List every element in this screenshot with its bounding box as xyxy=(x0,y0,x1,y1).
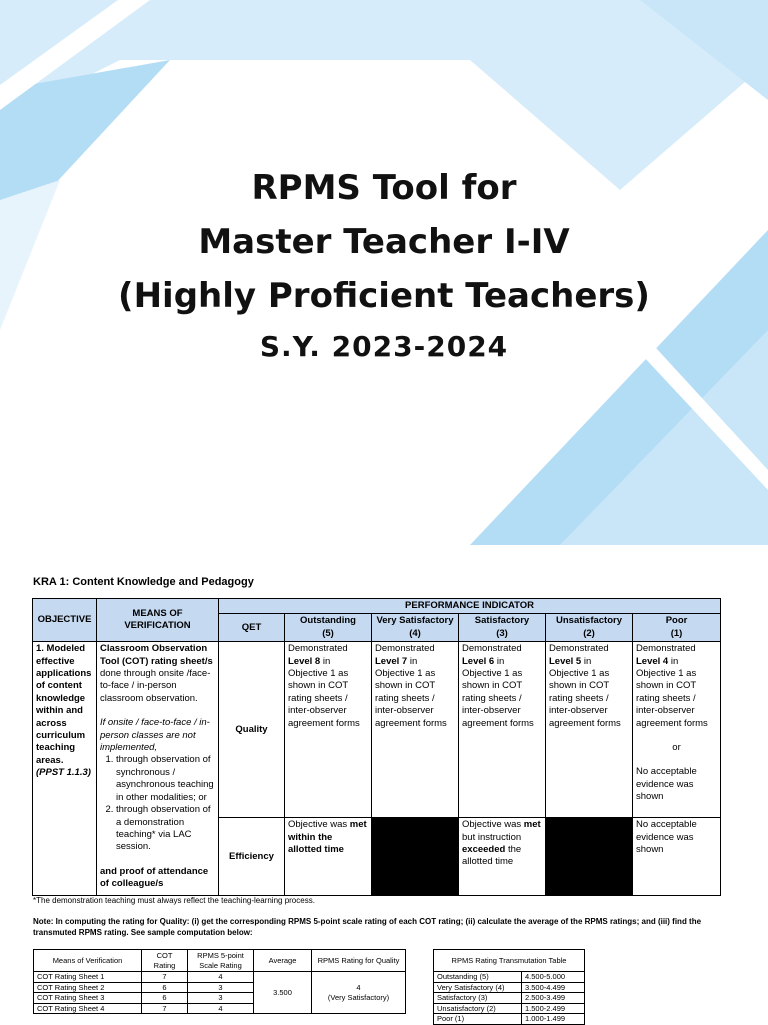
header-qet: QET xyxy=(219,614,285,642)
header-satisfactory xyxy=(459,614,546,642)
quality-very-satisfactory xyxy=(372,642,459,818)
objective-ppst-ref: (PPST 1.1.3) xyxy=(36,767,91,779)
transmutation-table xyxy=(433,949,585,1025)
sample-computation-table xyxy=(33,949,406,1014)
unsatisfactory-number: (2) xyxy=(583,627,595,639)
satisfactory-number: (3) xyxy=(496,627,508,639)
header-unsatisfactory xyxy=(546,614,633,642)
e5-prefix: Objective was xyxy=(288,819,350,831)
q1-or: or xyxy=(672,742,681,754)
sample-row-cot: 6 xyxy=(142,993,188,1004)
q2-prefix: Demonstrated xyxy=(549,643,609,655)
unsatisfactory-label: Unsatisfactory xyxy=(556,615,622,627)
sample-row-cot: 6 xyxy=(142,982,188,993)
sample-row-rpms: 3 xyxy=(188,982,254,993)
poor-label: Poor xyxy=(665,615,688,627)
efficiency-poor: No acceptable evidence was shown xyxy=(633,818,721,896)
mov-if-not-implemented: If onsite / face-to-face / in-person classes are not implemented, xyxy=(100,717,210,754)
q1-suffix: in Objective 1 as shown in COT rating sheets / inter-observer agreement forms xyxy=(636,655,708,729)
q4-level: Level 7 xyxy=(375,655,408,667)
quality-satisfactory xyxy=(459,642,546,818)
transmutation-range: 1.500-2.499 xyxy=(522,1003,585,1014)
transmutation-label: Satisfactory (3) xyxy=(434,993,522,1004)
e5-bold: met within the allotted time xyxy=(288,819,367,856)
cover-school-year: S.Y. 2023-2024 xyxy=(259,330,509,363)
q5-prefix: Demonstrated xyxy=(288,643,348,655)
sample-row-cot: 7 xyxy=(142,1003,188,1014)
e3-suffix: the allotted time xyxy=(462,844,522,868)
q4-suffix: in Objective 1 as shown in COT rating sheets / inter-observer agreement forms xyxy=(375,655,447,729)
efficiency-satisfactory xyxy=(459,818,546,896)
mov-proof-attendance: and proof of attendance of colleague/s xyxy=(100,865,209,890)
header-poor xyxy=(633,614,721,642)
e3-prefix: Objective was xyxy=(462,819,524,831)
computation-note: Note: In computing the rating for Quality: (i) get the corresponding RPMS 5-point scale rating of each COT rating; (ii) calculate the average of the RPMS ratings; and (iii) find the transmuted RPMS rating. See sample computation below: xyxy=(33,917,702,937)
transmutation-range: 4.500-5.000 xyxy=(522,972,585,983)
transmutation-label: Poor (1) xyxy=(434,1014,522,1025)
q3-suffix: in Objective 1 as shown in COT rating sheets / inter-observer agreement forms xyxy=(462,655,534,729)
qet-quality: Quality xyxy=(219,642,285,818)
sample-row-mov: COT Rating Sheet 1 xyxy=(34,972,142,983)
sample-average: 3.500 xyxy=(254,972,312,1014)
e3-middle: but instruction xyxy=(462,831,522,843)
cover-title-line-2: Master Teacher I-IV xyxy=(198,222,570,262)
kra-heading: KRA 1: Content Knowledge and Pedagogy xyxy=(33,576,254,588)
sample-header-cot: COT Rating xyxy=(142,950,188,972)
transmutation-label: Unsatisfactory (2) xyxy=(434,1003,522,1014)
sample-row-mov: COT Rating Sheet 3 xyxy=(34,993,142,1004)
sample-row-cot: 7 xyxy=(142,972,188,983)
mov-onsite-text: done through onsite /face-to-face / in-person classroom observation. xyxy=(100,668,211,704)
header-performance-indicator: PERFORMANCE INDICATOR xyxy=(219,599,721,614)
outstanding-number: (5) xyxy=(322,627,334,639)
document-page xyxy=(0,545,768,1024)
transmutation-label: Outstanding (5) xyxy=(434,972,522,983)
means-of-verification-cell xyxy=(97,642,219,896)
q4-prefix: Demonstrated xyxy=(375,643,435,655)
q5-level: Level 8 xyxy=(288,655,321,667)
sample-header-rpms: RPMS 5-point Scale Rating xyxy=(188,950,254,972)
performance-table xyxy=(32,598,721,896)
q1-no-evidence: No acceptable evidence was shown xyxy=(636,766,697,803)
transmutation-title: RPMS Rating Transmutation Table xyxy=(434,950,585,972)
outstanding-label: Outstanding xyxy=(300,615,356,627)
sample-row-mov: COT Rating Sheet 4 xyxy=(34,1003,142,1014)
quality-outstanding xyxy=(285,642,372,818)
sample-quality-value: 4 xyxy=(356,983,361,992)
efficiency-unsatisfactory-blank xyxy=(546,818,633,896)
sample-quality-label: (Very Satisfactory) xyxy=(327,992,390,1002)
transmutation-label: Very Satisfactory (4) xyxy=(434,982,522,993)
q3-prefix: Demonstrated xyxy=(462,643,522,655)
q1-prefix: Demonstrated xyxy=(636,643,696,655)
transmutation-range: 3.500-4.499 xyxy=(522,982,585,993)
objective-cell xyxy=(33,642,97,896)
sample-header-quality: RPMS Rating for Quality xyxy=(312,950,406,972)
qet-efficiency: Efficiency xyxy=(219,818,285,896)
q1-level: Level 4 xyxy=(636,655,669,667)
q5-suffix: in Objective 1 as shown in COT rating sheets / inter-observer agreement forms xyxy=(288,655,360,729)
e3-met: met xyxy=(523,819,541,831)
mov-option-2: 2. through observation of a demonstration teaching* via LAC session. xyxy=(116,804,215,854)
sample-row-rpms: 4 xyxy=(188,972,254,983)
poor-number: (1) xyxy=(670,627,683,639)
cover-title-line-3: (Highly Proficient Teachers) xyxy=(118,276,650,316)
sample-row-rpms: 3 xyxy=(188,993,254,1004)
header-outstanding xyxy=(285,614,372,642)
footnote: *The demonstration teaching must always reflect the teaching-learning process. xyxy=(33,896,315,905)
cover-title-line-1: RPMS Tool for xyxy=(251,168,517,208)
header-very-satisfactory xyxy=(372,614,459,642)
header-means-of-verification: MEANS OF VERIFICATION xyxy=(97,599,219,642)
quality-unsatisfactory xyxy=(546,642,633,818)
efficiency-very-satisfactory-blank xyxy=(372,818,459,896)
q2-suffix: in Objective 1 as shown in COT rating sheets / inter-observer agreement forms xyxy=(549,655,621,729)
quality-poor xyxy=(633,642,721,818)
objective-text: 1. Modeled effective applications of content knowledge within and across curriculum teaching areas. xyxy=(36,643,92,766)
mov-option-1: 1. through observation of synchronous / asynchronous teaching in other modalities; or xyxy=(116,754,215,804)
header-objective: OBJECTIVE xyxy=(33,599,97,642)
transmutation-range: 1.000-1.499 xyxy=(522,1014,585,1025)
q2-level: Level 5 xyxy=(549,655,582,667)
mov-cot-sheets: Classroom Observation Tool (COT) rating sheet/s xyxy=(100,643,213,667)
efficiency-outstanding xyxy=(285,818,372,896)
q3-level: Level 6 xyxy=(462,655,495,667)
sample-row-rpms: 4 xyxy=(188,1003,254,1014)
sample-header-average: Average xyxy=(254,950,312,972)
sample-row-mov: COT Rating Sheet 2 xyxy=(34,982,142,993)
e3-exceeded: exceeded xyxy=(462,844,506,856)
transmutation-range: 2.500-3.499 xyxy=(522,993,585,1004)
very-satisfactory-number: (4) xyxy=(409,627,421,639)
sample-quality xyxy=(312,972,406,1014)
sample-header-mov: Means of Verification xyxy=(34,950,142,972)
very-satisfactory-label: Very Satisfactory xyxy=(376,615,454,627)
satisfactory-label: Satisfactory xyxy=(474,615,530,627)
